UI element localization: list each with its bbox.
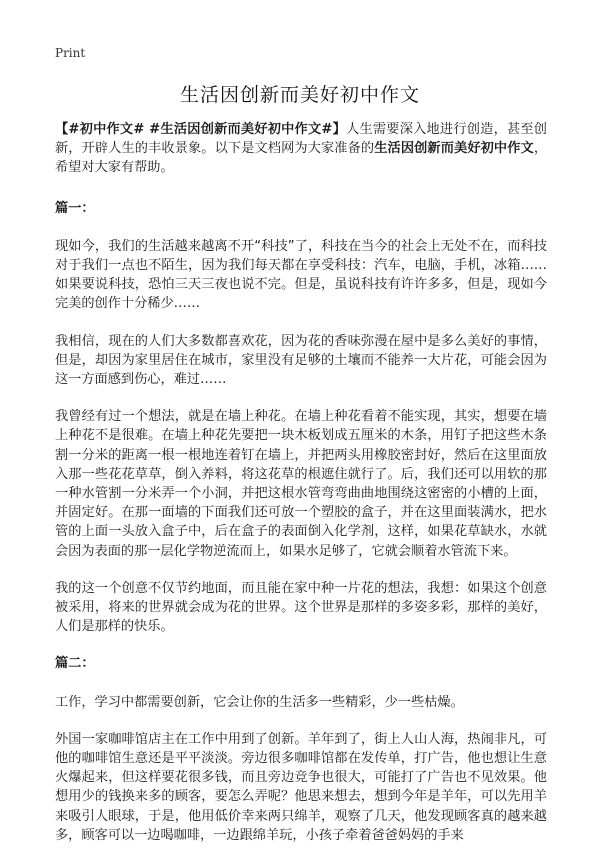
intro-tag: 【#初中作文# #生活因创新而美好初中作文#】 — [55, 122, 347, 137]
intro-paragraph — [55, 120, 547, 178]
paragraph: 现如今，我们的生活越来越离不开“科技”了，科技在当今的社会上无处不在，而科技对于我们一点也不陌生，因为我们每天都在享受科技：汽车，电脑，手机，冰箱……如果要说科技，恐怕三天三夜也说不完。但是，虽说科技有许许多多，但是，现如今完美的创作十分稀少…… — [55, 238, 547, 312]
intro-text: 人生需要深入地进行创造，甚至创新，开辟人生的丰收景象。以下是文档网为大家准备的 — [55, 122, 547, 157]
document-body — [55, 120, 547, 863]
section-heading-2: 篇二： — [55, 656, 95, 672]
paragraph: 工作，学习中都需要创新，它会让你的生活多一些精彩，少一些枯燥。 — [55, 694, 464, 710]
intro-text-end: ，希望对大家有帮助。 — [55, 141, 548, 176]
paragraph: 我的这一个创意不仅节约地面，而且能在家中种一片花的想法，我想：如果这个创意被采用，将来的世界就会成为花的世界。这个世界是那样的多姿多彩，那样的美好，人们是那样的快乐。 — [55, 580, 547, 635]
paragraph: 我相信，现在的人们大多数都喜欢花，因为花的香味弥漫在屋中是多么美好的事情，但是，却因为家里居住在城市，家里没有足够的土壤而不能养一大片花，可能会因为这一方面感到伤心，难过…… — [55, 333, 547, 388]
paragraph: 外国一家咖啡馆店主在工作中用到了创新。羊年到了，街上人山人海，热闹非凡，可他的咖啡馆生意还是平平淡淡。旁边很多咖啡馆都在发传单，打广告，他也想让生意火爆起来，但这样要花很多钱，而且旁边竞争也很大，可能打了广告也不见效果。他想用少的钱换来多的顾客，要怎么弄呢？他思来想去，想到今年是羊年，可以先用羊来吸引人眼球，于是，他用低价幸来两只绵羊，观察了几天，他发现顾客真的越来越多，顾客可以一边喝咖啡，一边跟绵羊玩，小孩子牵着爸爸妈妈的手来 — [55, 731, 547, 843]
section-heading-1: 篇一： — [55, 200, 95, 216]
print-label: Print — [55, 46, 86, 60]
paragraph: 我曾经有过一个想法，就是在墙上种花。在墙上种花看着不能实现，其实，想要在墙上种花不是很难。在墙上种花先要把一块木板划成五厘米的木条，用钉子把这些木条割一分米的距离一根一根地连着钉在墙上，并把两头用橡胶密封好，然后在这里面放入那一些花花草草，倒入养料，将这花草的根遮住就行了。后，我们还可以用软的那一种水管割一分米弄一个小洞，并把这根水管弯弯曲曲地围绕这密密的小槽的上面，并固定好。在那一面墙的下面我们还可放一个塑胶的盒子，并在这里面装满水，把水管的上面一头放入盒子中，后在盒子的表面倒入化学剂，这样，如果花草缺水，水就会因为表面的那一层化学物逆流而上，如果水足够了，它就会顺着水管流下来。 — [55, 409, 547, 559]
intro-bold-title: 生活因创新而美好初中作文 — [374, 141, 534, 157]
document-title: 生活因创新而美好初中作文 — [179, 84, 420, 106]
